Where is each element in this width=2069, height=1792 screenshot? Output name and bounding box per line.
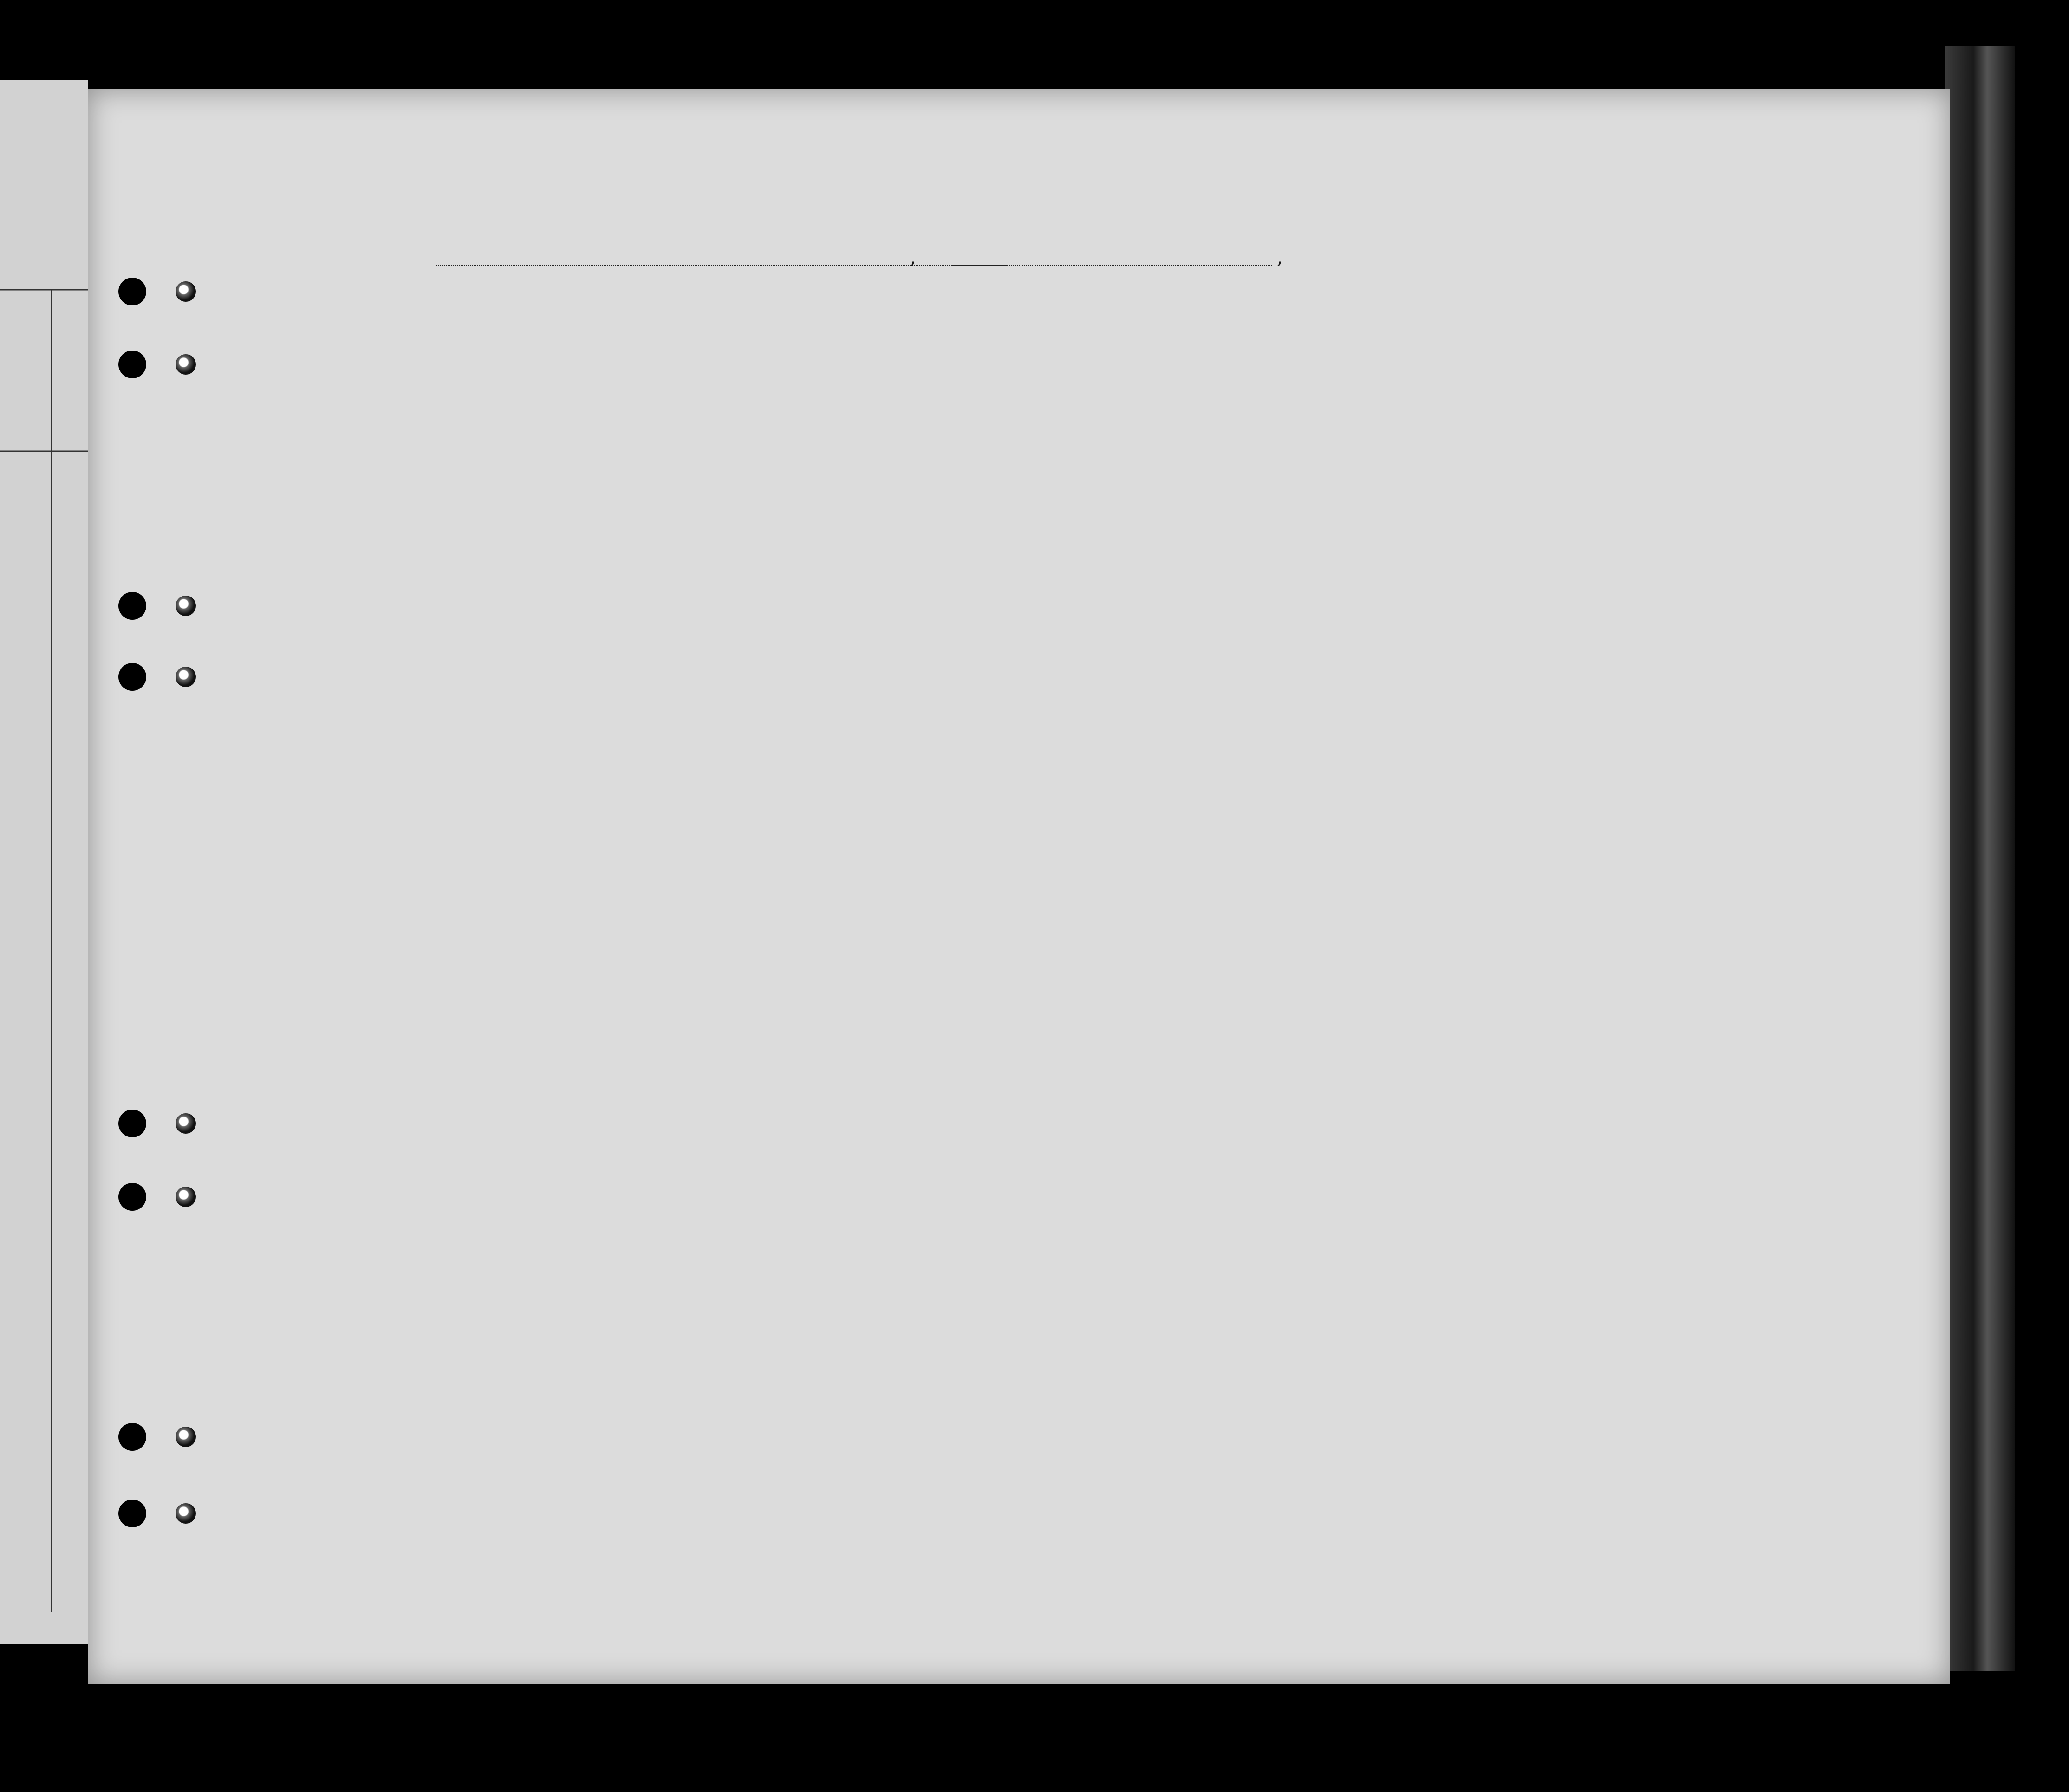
- strip-ruling: [0, 80, 88, 1644]
- previous-page-strip: [0, 80, 88, 1644]
- binding-shadow: [1945, 46, 2015, 1671]
- date-comma: ,: [1277, 247, 1283, 268]
- binding-hole: [118, 351, 146, 378]
- binding-grommet: [176, 667, 196, 687]
- binding-grommet: [176, 1187, 196, 1207]
- binding-grommet: [176, 354, 196, 375]
- binding-hole: [118, 1183, 146, 1211]
- binding-hole: [118, 1110, 146, 1137]
- binding-hole: [118, 1500, 146, 1527]
- binding-hole: [118, 663, 146, 691]
- binding-grommet: [176, 1113, 196, 1134]
- binding-grommet: [176, 1427, 196, 1447]
- binding-grommet: [176, 596, 196, 616]
- port-comma: ,: [910, 247, 916, 268]
- binding-grommet: [176, 281, 196, 302]
- manifest-sheet: [88, 89, 1950, 1684]
- table-grid: [88, 89, 1950, 1684]
- binding-hole: [118, 278, 146, 305]
- binding-hole: [118, 1423, 146, 1451]
- binding-hole: [118, 592, 146, 620]
- binding-grommet: [176, 1503, 196, 1524]
